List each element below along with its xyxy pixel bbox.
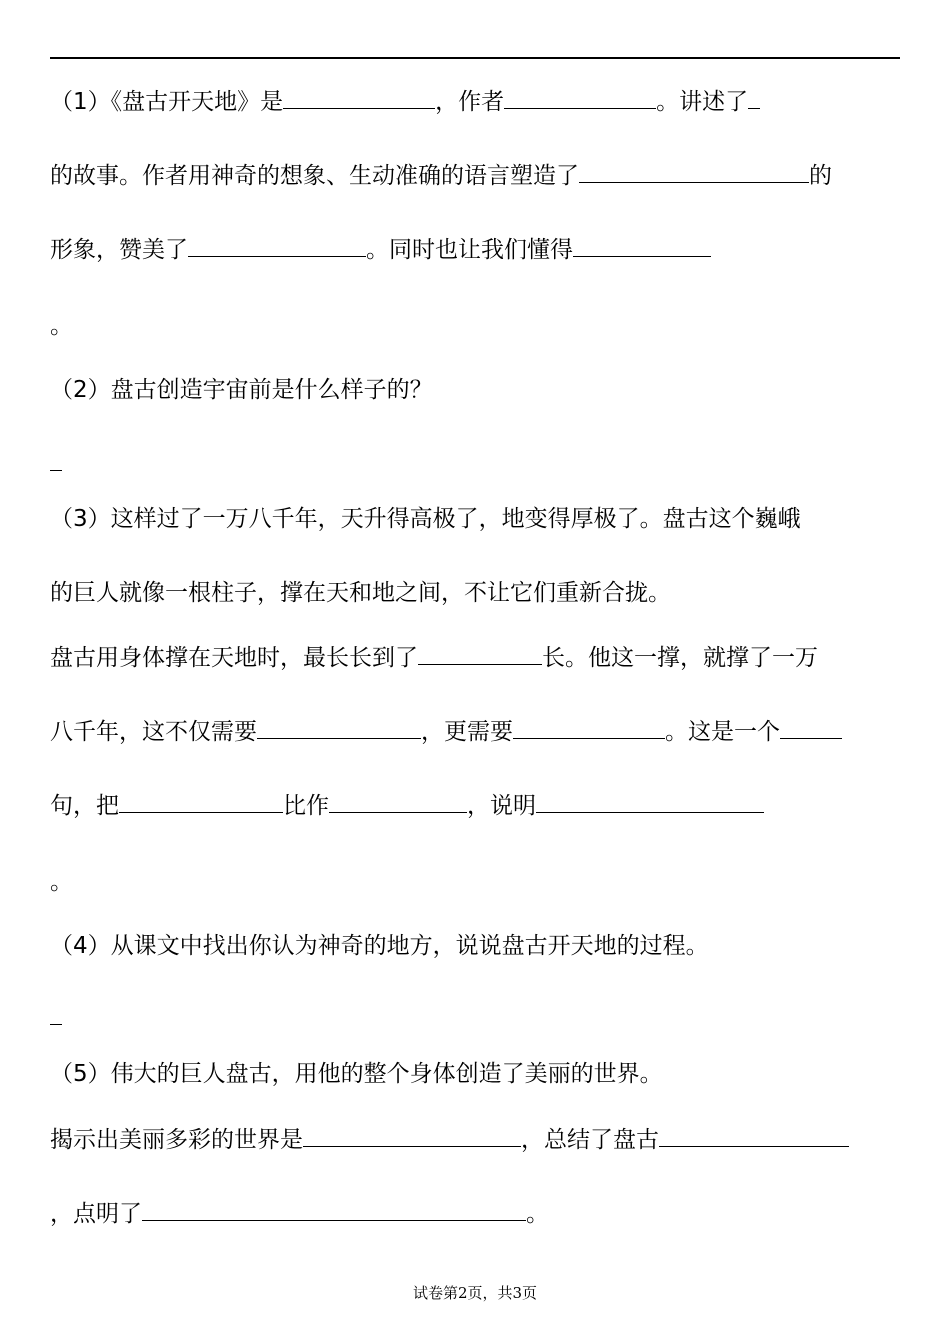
- q1-line-1: （1）《盘古开天地》是 ，作者 。讲述了: [50, 86, 760, 118]
- answer-blank[interactable]: [188, 234, 366, 257]
- q1-line-4: 。: [50, 313, 73, 339]
- answer-blank[interactable]: [536, 790, 764, 813]
- q3-line-6: 。: [50, 869, 73, 895]
- answer-blank[interactable]: [142, 1198, 526, 1221]
- answer-blank[interactable]: [504, 86, 656, 109]
- answer-blank[interactable]: [573, 234, 711, 257]
- q1-line-3: 形象，赞美了 。同时也让我们懂得: [50, 234, 711, 266]
- q3-line-5: 句，把 比作 ，说明: [50, 790, 764, 822]
- q4-question: （4）从课文中找出你认为神奇的地方，说说盘古开天地的过程。: [50, 933, 709, 959]
- answer-blank[interactable]: [418, 642, 542, 665]
- answer-blank[interactable]: [513, 716, 665, 739]
- answer-blank[interactable]: [50, 448, 62, 471]
- answer-blank[interactable]: [303, 1124, 521, 1147]
- answer-blank[interactable]: [257, 716, 421, 739]
- q2-answer-line: [50, 448, 62, 480]
- q5-line-2: 揭示出美丽多彩的世界是 ，总结了盘古: [50, 1124, 849, 1156]
- answer-blank[interactable]: [659, 1124, 849, 1147]
- answer-blank[interactable]: [283, 86, 435, 109]
- top-rule: [50, 57, 900, 59]
- answer-blank[interactable]: [748, 86, 760, 109]
- q2-question: （2）盘古创造宇宙前是什么样子的？: [50, 377, 433, 403]
- answer-blank[interactable]: [329, 790, 467, 813]
- answer-blank[interactable]: [50, 1002, 62, 1025]
- q5-line-3: ，点明了 。: [50, 1198, 549, 1230]
- answer-blank[interactable]: [119, 790, 283, 813]
- q5-line-1: （5）伟大的巨人盘古，用他的整个身体创造了美丽的世界。: [50, 1061, 663, 1087]
- answer-blank[interactable]: [579, 160, 809, 183]
- q3-line-4: 八千年，这不仅需要 ，更需要 。这是一个: [50, 716, 842, 748]
- q3-line-3: 盘古用身体撑在天地时，最长长到了 长。他这一撑，就撑了一万: [50, 642, 818, 674]
- q3-line-2: 的巨人就像一根柱子，撑在天和地之间，不让它们重新合拢。: [50, 580, 671, 606]
- q3-line-1: （3）这样过了一万八千年，天升得高极了，地变得厚极了。盘古这个巍峨: [50, 506, 801, 532]
- q1-line-2: 的故事。作者用神奇的想象、生动准确的语言塑造了 的: [50, 160, 832, 192]
- q4-answer-line: [50, 1002, 62, 1034]
- page-footer: 试卷第2页，共3页: [412, 1284, 538, 1302]
- answer-blank[interactable]: [780, 716, 842, 739]
